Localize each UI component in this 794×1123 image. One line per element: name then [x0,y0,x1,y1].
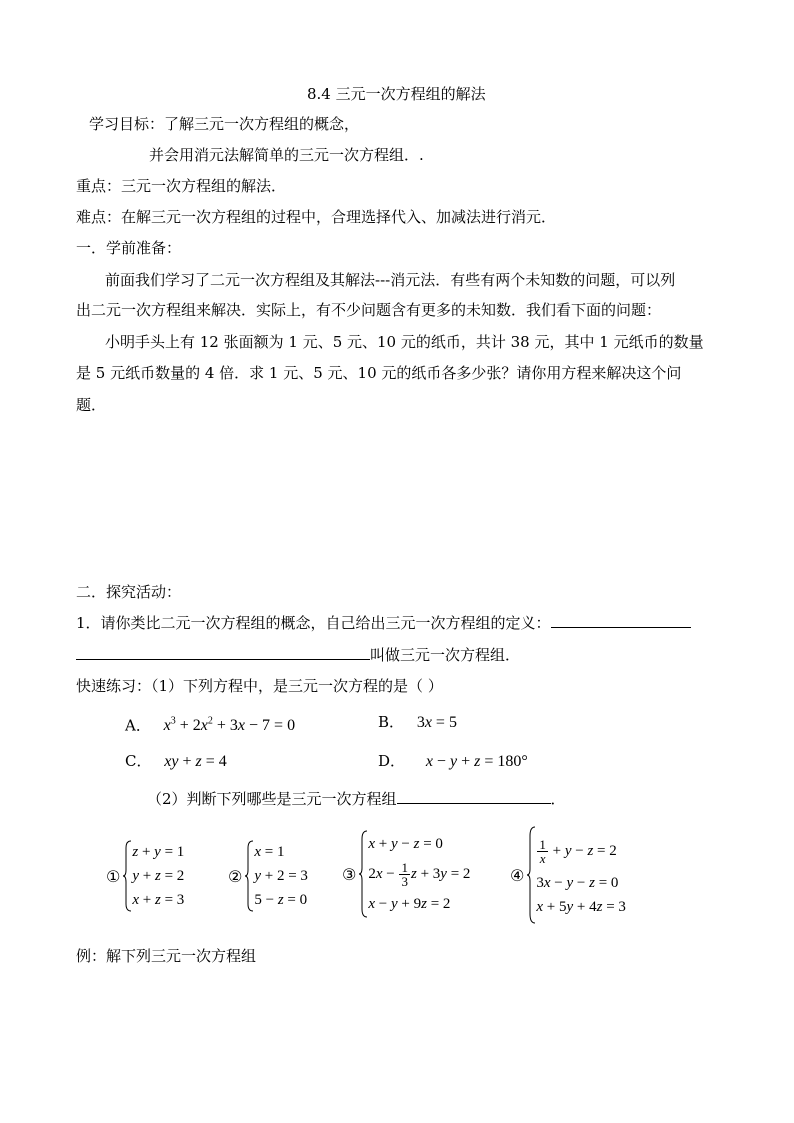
system-1-equations: z + y = 1 y + z = 2 x + z = 3 [132,844,185,908]
definition-blank-2[interactable] [76,645,370,660]
page-title: 8.4 三元一次方程组的解法 [307,85,486,103]
question-1-text: 1．请你类比二元一次方程组的概念，自己给出三元一次方程组的定义： [76,614,551,632]
system-3 [342,830,470,918]
objectives-line-2: 并会用消元法解简单的三元一次方程组．. [149,146,424,164]
question-2 [147,789,566,809]
question-1-tail: 叫做三元一次方程组． [370,646,521,664]
objectives-line-1: 学习目标：了解三元一次方程组的概念， [89,115,360,133]
system-2-equations: x = 1 y + 2 = 3 5 − z = 0 [254,844,308,908]
option-c-label: C． [125,752,152,770]
example-label: 例：解下列三元一次方程组 [76,947,257,965]
section1-para2-line2: 是 5 元纸币数量的 4 倍．求 1 元、5 元、10 元的纸币各多少张？请你用方程来解决这个问 [76,364,682,382]
difficulty: 难点：在解三元一次方程组的过程中，合理选择代入、加减法进行消元． [76,208,557,226]
system-4 [510,826,626,924]
option-c-equation: xy + z = 4 [164,753,227,770]
option-b-equation: 3x = 5 [408,714,457,731]
system-2-number: ② [228,866,243,886]
option-b-label: B． [378,713,405,731]
option-a-label: A． [125,716,151,735]
practice-label: 快速练习：（1）下列方程中，是三元一次方程的是（ ） [76,677,443,695]
section1-para1-line2: 出二元一次方程组来解决．实际上，有不少问题含有更多的未知数．我们看下面的问题： [76,301,662,319]
option-d [378,751,528,772]
system-1-number: ① [106,866,121,886]
brace-icon [122,840,132,912]
system-4-number: ④ [510,865,525,885]
system-4-equations: $\frac{1}{x}$ + y − z = 2 3x − y − z = 0 x + 5y + 4z = 3 [536,837,626,915]
option-d-equation: x − y + z = 180° [425,753,528,770]
section1-para2-line3: 题． [76,396,107,414]
question-1 [76,613,691,633]
option-b [378,712,457,733]
question-1-line-2 [76,645,520,665]
option-c [125,751,227,772]
system-3-number: ③ [342,864,357,884]
option-a [125,712,295,736]
option-d-label: D． [378,752,406,770]
section1-para2-line1: 小明手头上有 12 张面额为 1 元、5 元、10 元的纸币，共计 38 元，其中 1 元纸币的数量 [105,333,704,351]
systems-blank[interactable] [397,789,551,804]
key-point: 重点：三元一次方程组的解法． [76,177,287,195]
section1-heading: 一．学前准备： [76,239,182,257]
section2-heading: 二．探究活动： [76,583,182,601]
brace-icon [244,840,254,912]
brace-icon [358,830,368,918]
question-2-end: ． [550,790,566,808]
section1-para1-line1: 前面我们学习了二元一次方程组及其解法---消元法．有些有两个未知数的问题，可以列 [105,271,676,289]
question-2-text: （2）判断下列哪些是三元一次方程组 [147,790,397,808]
definition-blank-1[interactable] [551,613,691,628]
system-2 [228,840,308,912]
system-1 [106,840,184,912]
system-3-equations: x + y − z = 0 2x − $\frac{1}{3}$ z + 3y = 2 x − y + 9z = 2 [368,836,471,912]
brace-icon [526,826,536,924]
option-a-equation: $x^3 + 2x^2 + 3x - 7 = 0$ [163,716,296,735]
